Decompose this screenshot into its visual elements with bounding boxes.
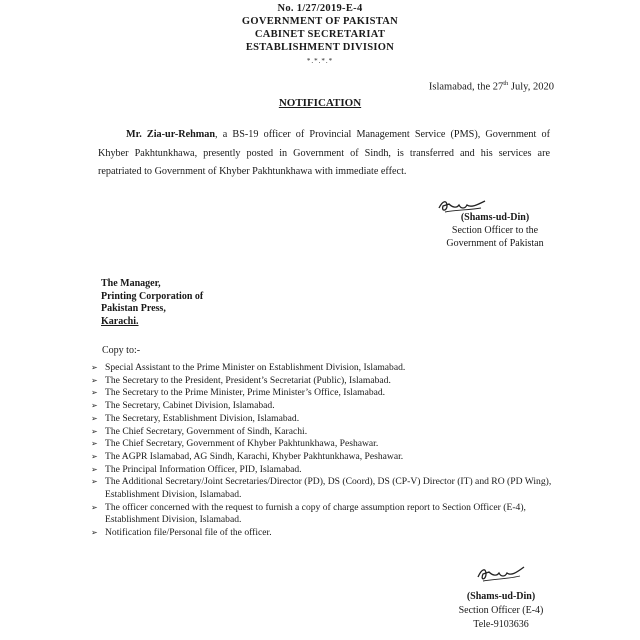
body-text: , a BS-19 officer of Provincial Management Service (PMS), Government of Khyber Pakhtunkhawa, presently posted in Government of Sindh, is transferred and his services are repatriated to Government of Khyber Pakhtunkhawa with immediate effect.: [98, 129, 550, 177]
addressee-line-2: Printing Corporation of: [101, 290, 204, 302]
arrow-bullet-icon: ➢: [91, 375, 98, 385]
notification-body: [98, 126, 550, 182]
list-item-text: The Additional Secretary/Joint Secretaries/Director (PD), DS (Coord), DS (CP-V) Director (IT) and RO (PD Wing), Establishment Division, Islamabad.: [105, 476, 552, 501]
arrow-bullet-icon: ➢: [91, 426, 98, 436]
list-item: [91, 413, 565, 426]
arrow-bullet-icon: ➢: [91, 439, 98, 449]
header-stars: *.*.*.*: [306, 57, 334, 65]
copy-to-label: Copy to:-: [102, 345, 141, 356]
notification-title: NOTIFICATION: [278, 97, 362, 109]
arrow-bullet-icon: ➢: [91, 388, 98, 398]
list-item: [91, 438, 565, 451]
list-item: [91, 502, 565, 527]
list-item-text: The Secretary to the Prime Minister, Prime Minister’s Office, Islamabad.: [105, 387, 386, 399]
list-item-text: Notification file/Personal file of the officer.: [105, 527, 272, 539]
arrow-bullet-icon: ➢: [91, 413, 98, 423]
file-number: No. 1/27/2019-E-4: [277, 3, 363, 14]
list-item: [91, 527, 565, 540]
addressee-line-4: Karachi.: [101, 315, 139, 327]
arrow-bullet-icon: ➢: [91, 363, 98, 372]
signatory-title-1: Section Officer to the: [451, 225, 539, 236]
secretariat-heading: CABINET SECRETARIAT: [254, 29, 386, 40]
signatory-title-2: Section Officer (E-4): [458, 605, 544, 616]
division-heading: ESTABLISHMENT DIVISION: [245, 42, 395, 53]
arrow-bullet-icon: ➢: [91, 401, 98, 411]
list-item-text: Special Assistant to the Prime Minister on Establishment Division, Islamabad.: [105, 362, 406, 373]
signatory-phone-2: Tele-9103636: [473, 619, 529, 630]
date-superscript: th: [503, 80, 509, 87]
arrow-bullet-icon: ➢: [91, 528, 98, 538]
list-item-text: The Secretary to the President, President’s Secretariat (Public), Islamabad.: [105, 374, 391, 386]
list-item: [91, 400, 565, 413]
list-item-text: The Secretary, Establishment Division, Islamabad.: [105, 412, 300, 424]
signatory-name-2: (Shams-ud-Din): [466, 591, 536, 602]
officer-name: Mr. Zia-ur-Rehman: [126, 129, 216, 140]
signatory-org-1: Government of Pakistan: [446, 238, 544, 249]
list-item: [91, 464, 565, 477]
list-item-text: The Chief Secretary, Government of Khyber Pakhtunkhawa, Peshawar.: [105, 438, 379, 450]
addressee-line-3: Pakistan Press,: [101, 303, 166, 314]
addressee-block: [101, 278, 203, 328]
addressee-line-1: The Manager,: [101, 278, 161, 289]
date-prefix: Islamabad, the 27: [428, 81, 504, 93]
list-item-text: The Secretary, Cabinet Division, Islamabad.: [105, 400, 275, 412]
list-item: [91, 375, 565, 388]
list-item-text: The Principal Information Officer, PID, Islamabad.: [105, 463, 302, 475]
signatory-name-1: (Shams-ud-Din): [460, 212, 530, 223]
list-item: [91, 476, 565, 501]
list-item: [91, 426, 565, 439]
issue-date: [429, 80, 554, 93]
list-item-text: The AGPR Islamabad, AG Sindh, Karachi, Khyber Pakhtunkhawa, Peshawar.: [105, 450, 404, 462]
list-item: [91, 362, 565, 375]
list-item: [91, 387, 565, 400]
government-heading: GOVERNMENT OF PAKISTAN: [241, 16, 399, 27]
arrow-bullet-icon: ➢: [91, 464, 98, 474]
arrow-bullet-icon: ➢: [91, 451, 98, 461]
list-item-text: The officer concerned with the request to furnish a copy of charge assumption report to Section Officer (E-4), Establishment Division, Islamabad.: [105, 501, 526, 526]
arrow-bullet-icon: ➢: [91, 502, 98, 512]
signature-mark-2: [474, 563, 528, 585]
copy-distribution-list: [91, 362, 565, 540]
arrow-bullet-icon: ➢: [91, 477, 98, 487]
list-item-text: The Chief Secretary, Government of Sindh, Karachi.: [105, 425, 308, 437]
list-item: [91, 451, 565, 464]
date-suffix: July, 2020: [508, 81, 554, 93]
